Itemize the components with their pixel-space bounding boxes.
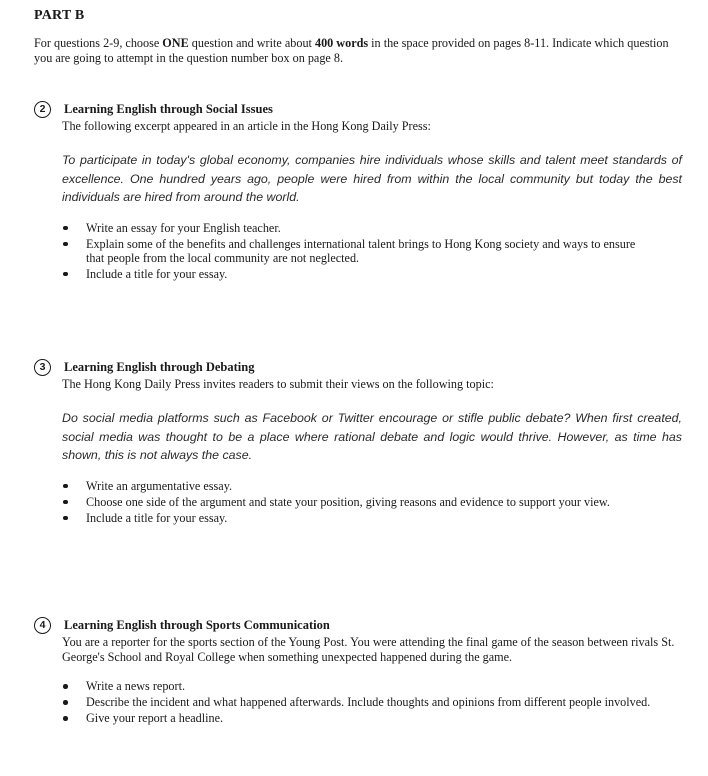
task-item: Give your report a headline. xyxy=(86,711,656,725)
task-item: Write an argumentative essay. xyxy=(86,479,656,493)
question-header xyxy=(34,359,684,376)
question-header xyxy=(34,101,684,118)
question-intro: The following excerpt appeared in an article in the Hong Kong Daily Press: xyxy=(62,119,431,133)
question-intro: The Hong Kong Daily Press invites readers to submit their views on the following topic: xyxy=(62,377,494,391)
instruction-emphasis: 400 words xyxy=(314,36,369,50)
question-number-circle: 4 xyxy=(34,617,51,634)
task-item: Write an essay for your English teacher. xyxy=(86,221,656,235)
question-excerpt: Do social media platforms such as Facebook or Twitter encourage or stifle public debate? When first created, social media was thought to be a place where rational debate and logic would thrive. However, as time has shown, this is not always the case. xyxy=(62,411,682,462)
instruction-emphasis: ONE xyxy=(162,36,189,50)
task-item: Include a title for your essay. xyxy=(86,511,656,525)
task-item: Describe the incident and what happened afterwards. Include thoughts and opinions from different people involved. xyxy=(86,695,656,709)
task-item: Write a news report. xyxy=(86,679,656,693)
question-4 xyxy=(34,617,684,727)
part-instructions xyxy=(34,36,684,66)
task-item: Include a title for your essay. xyxy=(86,267,656,281)
question-intro: You are a reporter for the sports section of the Young Post. You were attending the final game of the season between rivals St. George's School and Royal College when something unexpected happened during the game. xyxy=(62,635,675,664)
question-title: Learning English through Debating xyxy=(64,360,255,374)
question-header xyxy=(34,617,684,634)
instruction-text: in the space provided on pages 8-11. Indicate which question you are going to attempt in the question number box on page 8. xyxy=(34,36,669,65)
task-list xyxy=(34,679,656,725)
instruction-text: question and write about xyxy=(188,36,315,50)
task-item: Choose one side of the argument and state your position, giving reasons and evidence to support your view. xyxy=(86,495,656,509)
question-title: Learning English through Sports Communication xyxy=(64,618,330,632)
question-excerpt: To participate in today's global economy, companies hire individuals whose skills and talent meet standards of excellence. One hundred years ago, people were hired from within the local community but today the best individuals are hired from around the world. xyxy=(62,153,682,204)
question-3 xyxy=(34,359,684,527)
question-title: Learning English through Social Issues xyxy=(64,102,273,116)
task-list xyxy=(34,221,656,281)
part-title: PART B xyxy=(34,8,85,23)
task-list xyxy=(34,479,656,525)
question-number-circle: 3 xyxy=(34,359,51,376)
question-number-circle: 2 xyxy=(34,101,51,118)
question-2 xyxy=(34,101,684,283)
task-item: Explain some of the benefits and challenges international talent brings to Hong Kong society and ways to ensure that people from the local community are not neglected. xyxy=(86,237,656,265)
instruction-text: For questions 2-9, choose xyxy=(34,36,163,50)
